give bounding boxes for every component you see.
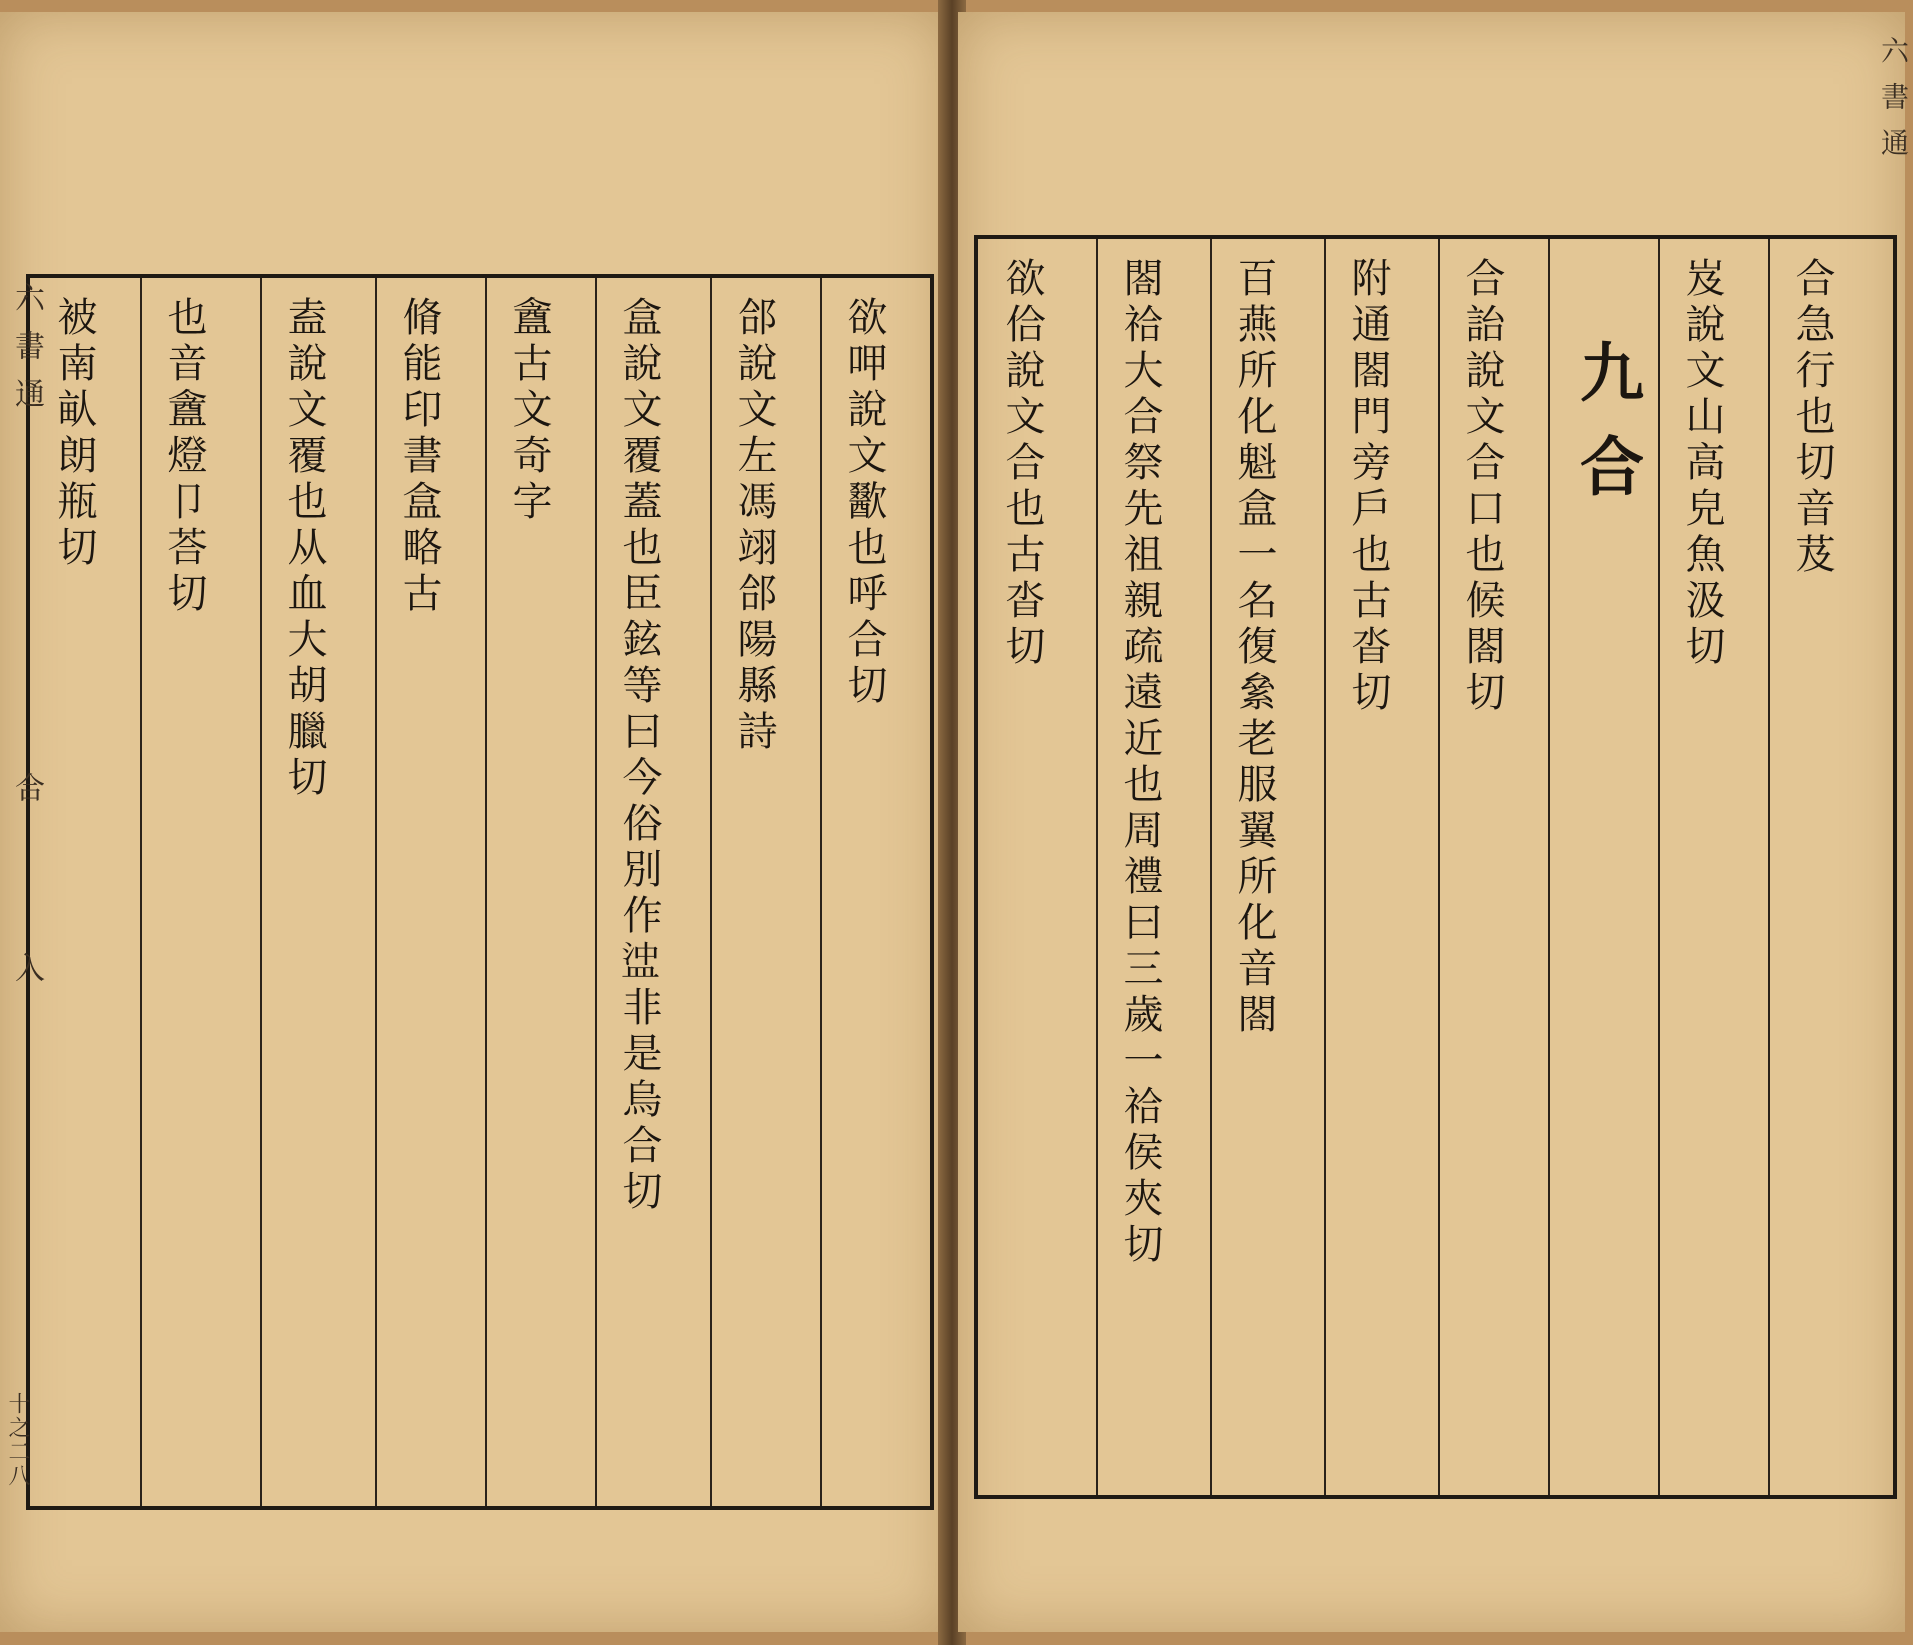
left-page-number: 十之二八 <box>5 1392 30 1488</box>
section-heading: 九合 <box>1569 339 1644 527</box>
left-column-1: 被南畒朗瓶切 <box>51 296 97 572</box>
column-rule <box>1324 239 1326 1495</box>
column-rule <box>1548 239 1550 1495</box>
left-margin-rhyme: 合 <box>9 772 44 820</box>
right-column-1: 欲佮說文合也古沓切 <box>999 257 1045 671</box>
column-rule <box>140 278 142 1506</box>
left-column-8: 欲呷說文歠也呼合切 <box>841 296 887 710</box>
right-column-2: 閤祫大合祭先祖親疏遠近也周禮曰三歲一祫侯夾切 <box>1117 257 1163 1269</box>
column-rule <box>1210 239 1212 1495</box>
right-column-3: 百燕所化魁盒一名復絫老服翼所化音閤 <box>1231 257 1277 1039</box>
column-rule <box>1768 239 1770 1495</box>
column-rule <box>1096 239 1098 1495</box>
left-margin-title: 六書通 <box>9 282 44 426</box>
column-rule <box>820 278 822 1506</box>
right-column-4: 附通閤門旁戶也古沓切 <box>1345 257 1391 717</box>
column-rule <box>485 278 487 1506</box>
left-margin-section: 入 <box>9 952 44 1000</box>
column-rule <box>710 278 712 1506</box>
left-page-frame <box>26 274 934 1510</box>
column-rule <box>1658 239 1660 1495</box>
column-rule <box>375 278 377 1506</box>
right-column-5: 合詒說文合口也候閤切 <box>1459 257 1505 717</box>
right-column-7: 合急行也切音芨 <box>1789 257 1835 579</box>
column-rule <box>260 278 262 1506</box>
left-column-4: 脩能印書盒略古 <box>396 296 442 618</box>
left-column-6: 盒說文覆蓋也臣鉉等曰今俗別作𥁵非是烏合切 <box>616 296 662 1216</box>
right-page-frame <box>974 235 1897 1499</box>
left-column-3: 盍說文覆也从血大胡臘切 <box>281 296 327 802</box>
left-column-2: 也音盦燈卩荅切 <box>161 296 207 618</box>
column-rule <box>1438 239 1440 1495</box>
right-margin-title: 六書通 <box>1877 36 1910 174</box>
right-page <box>958 12 1910 1632</box>
right-column-6: 岌說文山高皃魚汲切 <box>1679 257 1725 671</box>
left-page <box>0 12 946 1632</box>
left-column-7: 郃說文左馮翊郃陽縣詩 <box>731 296 777 756</box>
column-rule <box>595 278 597 1506</box>
left-column-5: 盦古文奇字 <box>506 296 552 526</box>
